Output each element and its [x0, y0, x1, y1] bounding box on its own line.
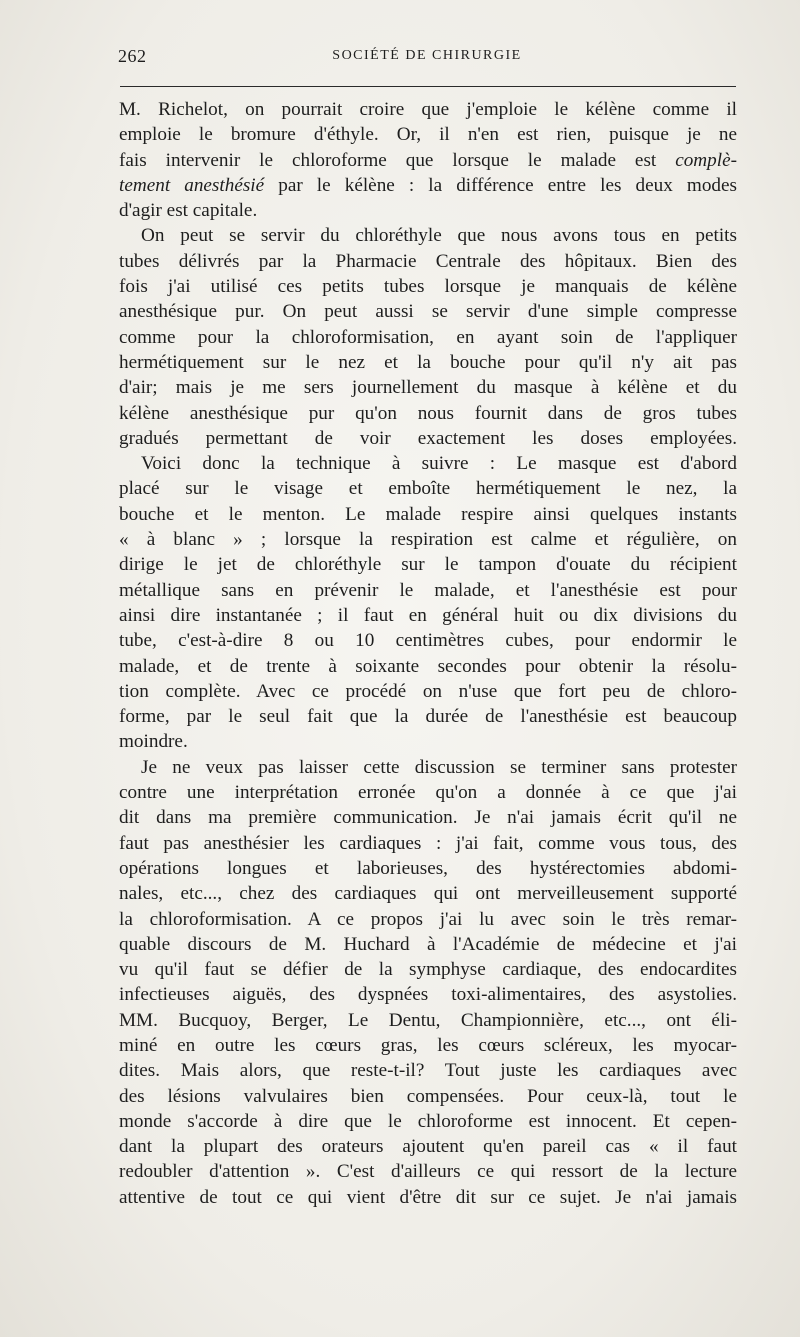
text-line: nales, etc..., chez des cardiaques qui ont merveilleusement supporté — [119, 883, 737, 905]
page-header — [118, 44, 736, 72]
text-line: attentive de tout ce qui vient d'être dit sur ce sujet. Je n'ai jamais — [119, 1186, 737, 1208]
text-line: « à blanc » ; lorsque la respiration est calme et régulière, on — [119, 529, 737, 551]
text-line: tubes délivrés par la Pharmacie Centrale des hôpitaux. Bien des — [119, 250, 737, 272]
running-title: SOCIÉTÉ DE CHIRURGIE — [332, 48, 522, 63]
text-line: fois j'ai utilisé ces petits tubes lorsque je manquais de kélène — [119, 276, 737, 298]
header-rule — [120, 86, 736, 87]
text-line: M. Richelot, on pourrait croire que j'emploie le kélène comme il — [119, 99, 737, 120]
text-line: emploie le bromure d'éthyle. Or, il n'en est rien, puisque je ne — [119, 124, 737, 146]
paragraph-3 — [119, 451, 737, 755]
paragraph-4 — [119, 755, 737, 1210]
text-line: comme pour la chloroformisation, en ayant soin de l'appliquer — [119, 326, 737, 348]
text-line: dit dans ma première communication. Je n'ai jamais écrit qu'il ne — [119, 807, 737, 829]
text-line: ainsi dire instantanée ; il faut en général huit ou dix divisions du — [119, 604, 737, 626]
text-line: d'air; mais je me sers journellement du masque à kélène et du — [119, 377, 737, 399]
italic-emphasis: tement anesthésié — [119, 174, 265, 196]
text-line: miné en outre les cœurs gras, les cœurs scléreux, les myocar- — [119, 1034, 737, 1056]
text-line: MM. Bucquoy, Berger, Le Dentu, Championnière, etc..., ont éli- — [119, 1009, 737, 1031]
text-line: dant la plupart des orateurs ajoutent qu'en pareil cas « il faut — [119, 1136, 737, 1158]
text-line: tube, c'est-à-dire 8 ou 10 centimètres cubes, pour endormir le — [119, 630, 737, 652]
page-number: 262 — [118, 46, 147, 66]
text-line: monde s'accorde à dire que le chloroforme est innocent. Et cepen- — [119, 1110, 737, 1132]
text-line: hermétiquement sur le nez et la bouche pour qu'il n'y ait pas — [119, 351, 737, 373]
text-line: la chloroformisation. A ce propos j'ai lu avec soin le très remar- — [119, 908, 737, 930]
text-line: gradués permettant de voir exactement les doses employées. — [119, 427, 737, 449]
text-line: des lésions valvulaires bien compensées. Pour ceux-là, tout le — [119, 1085, 737, 1107]
paragraph-1 — [119, 97, 737, 223]
text-line: contre une interprétation erronée qu'on a donnée à ce que j'ai — [119, 782, 737, 804]
text-line: fais intervenir le chloroforme que lorsque le malade est complè- — [119, 149, 737, 171]
text-line: redoubler d'attention ». C'est d'ailleurs ce qui ressort de la lecture — [119, 1161, 737, 1183]
text-line: kélène anesthésique pur qu'on nous fournit dans de gros tubes — [119, 402, 737, 424]
text-line: d'agir est capitale. — [119, 200, 258, 222]
text-line: vu qu'il faut se défier de la symphyse cardiaque, des endocardites — [119, 959, 737, 981]
italic-emphasis: complè- — [675, 149, 737, 171]
text-line: placé sur le visage et emboîte hermétiquement le nez, la — [119, 478, 737, 500]
text-line: métallique sans en prévenir le malade, et l'anesthésie est pour — [119, 579, 737, 601]
text-line: tion complète. Avec ce procédé on n'use que fort peu de chloro- — [119, 680, 737, 702]
text-line: tement anesthésié par le kélène : la différence entre les deux modes — [119, 174, 737, 196]
text-line: On peut se servir du chloréthyle que nous avons tous en petits — [141, 225, 737, 247]
text-line: faut pas anesthésier les cardiaques : j'ai fait, comme vous tous, des — [119, 832, 737, 854]
body-text — [119, 97, 737, 1210]
text-line: malade, et de trente à soixante secondes pour obtenir la résolu- — [119, 655, 737, 677]
paragraph-2 — [119, 223, 737, 451]
text-line: opérations longues et laborieuses, des hystérectomies abdomi- — [119, 857, 737, 879]
text-line: bouche et le menton. Le malade respire ainsi quelques instants — [119, 503, 737, 525]
text-line: dites. Mais alors, que reste-t-il? Tout juste les cardiaques avec — [119, 1060, 737, 1082]
text-line: infectieuses aiguës, des dyspnées toxi-alimentaires, des asystolies. — [119, 984, 737, 1006]
text-line: Je ne veux pas laisser cette discussion se terminer sans protester — [141, 756, 737, 778]
text-line: Voici donc la technique à suivre : Le masque est d'abord — [141, 453, 737, 475]
text-line: forme, par le seul fait que la durée de l'anesthésie est beaucoup — [119, 706, 737, 728]
text-line: dirige le jet de chloréthyle sur le tampon d'ouate du récipient — [119, 554, 737, 576]
text-line: moindre. — [119, 731, 188, 753]
text-line: anesthésique pur. On peut aussi se servir d'une simple compresse — [119, 301, 737, 323]
text-line: quable discours de M. Huchard à l'Académie de médecine et j'ai — [119, 933, 737, 955]
